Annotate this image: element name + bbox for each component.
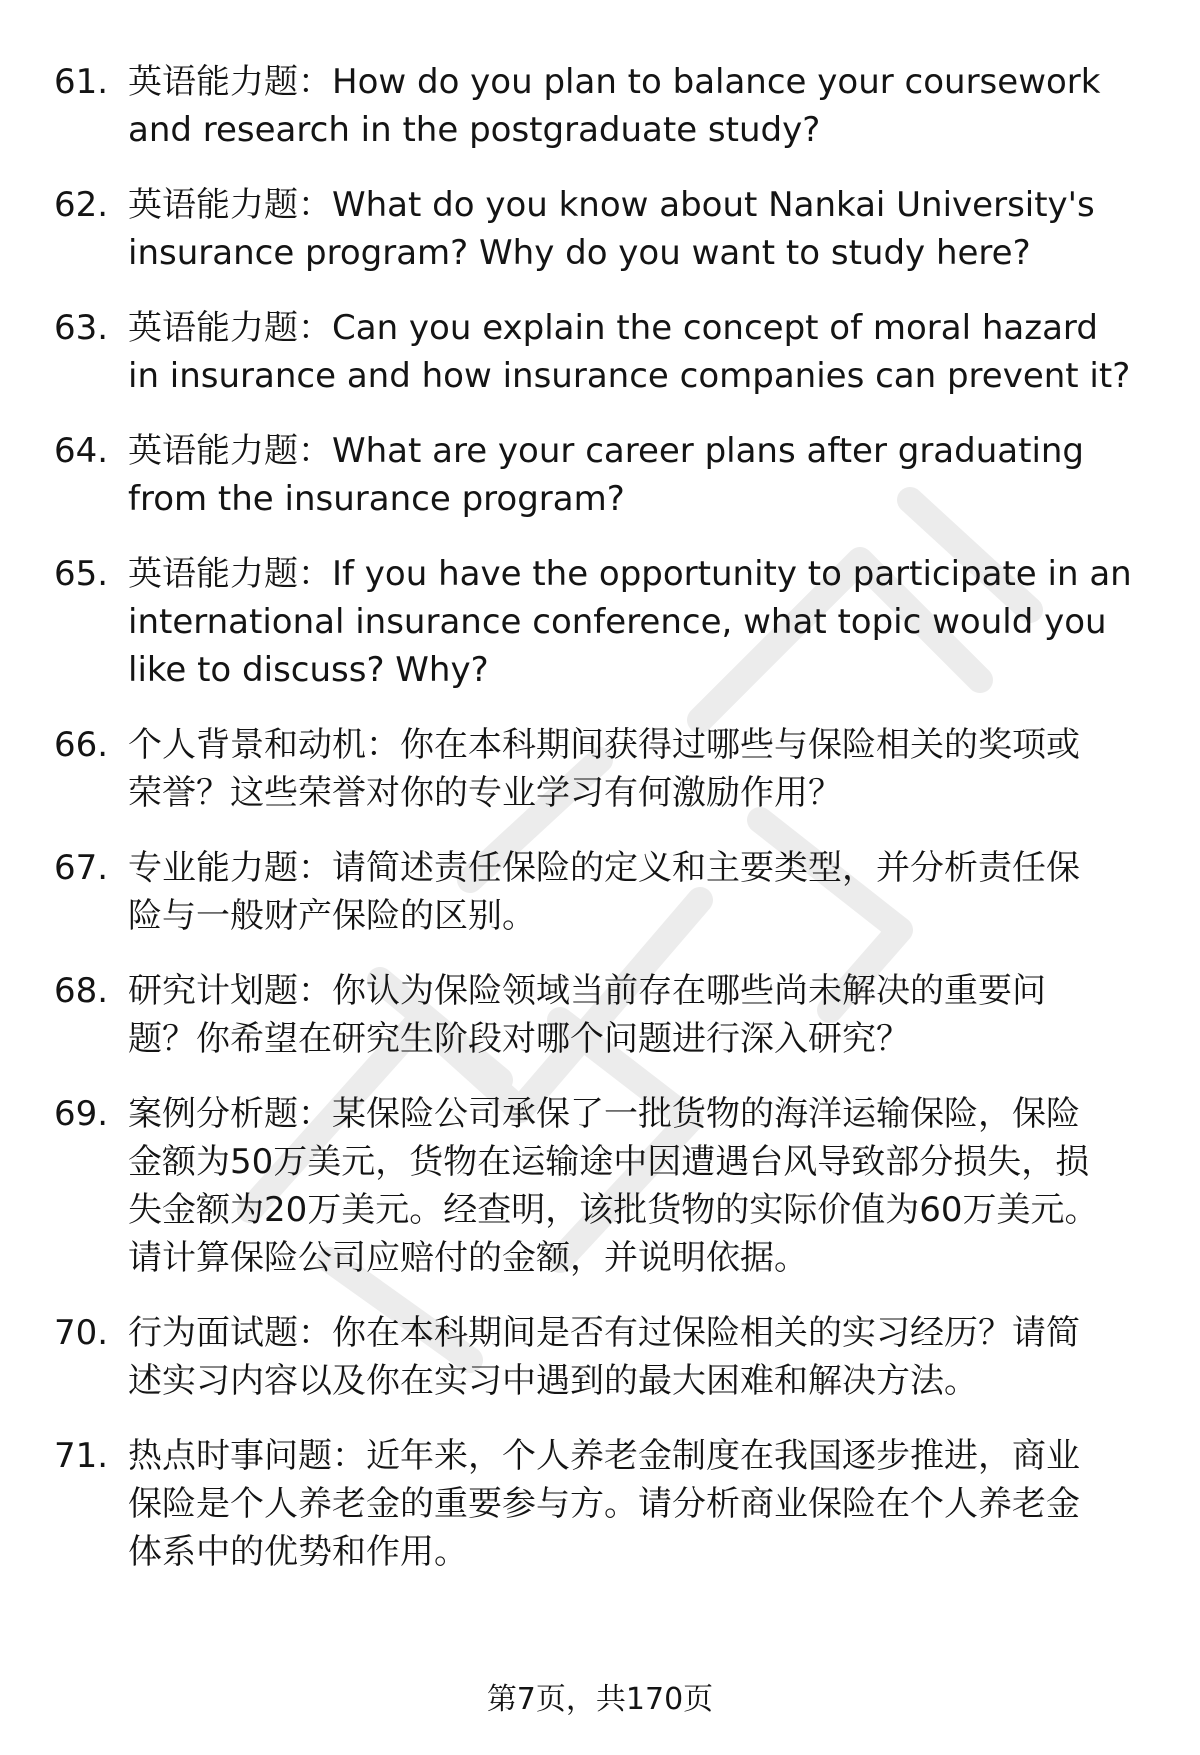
question-item <box>0 1432 1200 1576</box>
question-text: 英语能力题：How do you plan to balance your coursework and research in the postgraduate study? <box>128 62 1101 150</box>
question-text: 个人背景和动机：你在本科期间获得过哪些与保险相关的奖项或 荣誉？这些荣誉对你的专业学习有何激励作用？ <box>128 725 1080 813</box>
question-item <box>0 550 1200 694</box>
question-text: 热点时事问题：近年来，个人养老金制度在我国逐步推进，商业 保险是个人养老金的重要参与方。请分析商业保险在个人养老金 体系中的优势和作用。 <box>128 1436 1080 1572</box>
question-number: 64. <box>54 431 109 471</box>
question-text: 研究计划题：你认为保险领域当前存在哪些尚未解决的重要问 题？你希望在研究生阶段对哪个问题进行深入研究？ <box>128 971 1046 1059</box>
question-number: 66. <box>54 725 109 765</box>
question-text: 英语能力题：Can you explain the concept of moral hazard in insurance and how insurance companies can prevent it? <box>128 308 1131 396</box>
question-number: 71. <box>54 1436 109 1476</box>
question-number: 67. <box>54 848 109 888</box>
question-number: 68. <box>54 971 109 1011</box>
question-number: 62. <box>54 185 109 225</box>
question-item <box>0 58 1200 154</box>
question-item <box>0 721 1200 817</box>
question-list <box>0 58 1200 1603</box>
question-text: 专业能力题：请简述责任保险的定义和主要类型，并分析责任保 险与一般财产保险的区别。 <box>128 848 1080 936</box>
question-text: 英语能力题：What do you know about Nankai University's insurance program? Why do you want to study here? <box>128 185 1095 273</box>
question-text: 英语能力题：What are your career plans after graduating from the insurance program? <box>128 431 1085 519</box>
question-item <box>0 1309 1200 1405</box>
page-indicator: 第7页，共170页 <box>486 1682 714 1717</box>
question-number: 63. <box>54 308 109 348</box>
question-number: 65. <box>54 554 109 594</box>
question-item <box>0 844 1200 940</box>
question-number: 61. <box>54 62 109 102</box>
question-item <box>0 181 1200 277</box>
question-item <box>0 1090 1200 1282</box>
question-text: 英语能力题：If you have the opportunity to participate in an international insurance conference, what topic would you like to discuss? Why? <box>128 554 1132 690</box>
question-text: 行为面试题：你在本科期间是否有过保险相关的实习经历？请简 述实习内容以及你在实习中遇到的最大困难和解决方法。 <box>128 1313 1080 1401</box>
question-item <box>0 967 1200 1063</box>
question-number: 69. <box>54 1094 109 1134</box>
question-item <box>0 304 1200 400</box>
question-text: 案例分析题：某保险公司承保了一批货物的海洋运输保险，保险 金额为50万美元，货物在运输途中因遭遇台风导致部分损失，损 失金额为20万美元。经查明，该批货物的实际价值为60万美元。 请计算保险公司应赔付的金额，并说明依据。 <box>128 1094 1099 1278</box>
question-number: 70. <box>54 1313 109 1353</box>
question-item <box>0 427 1200 523</box>
